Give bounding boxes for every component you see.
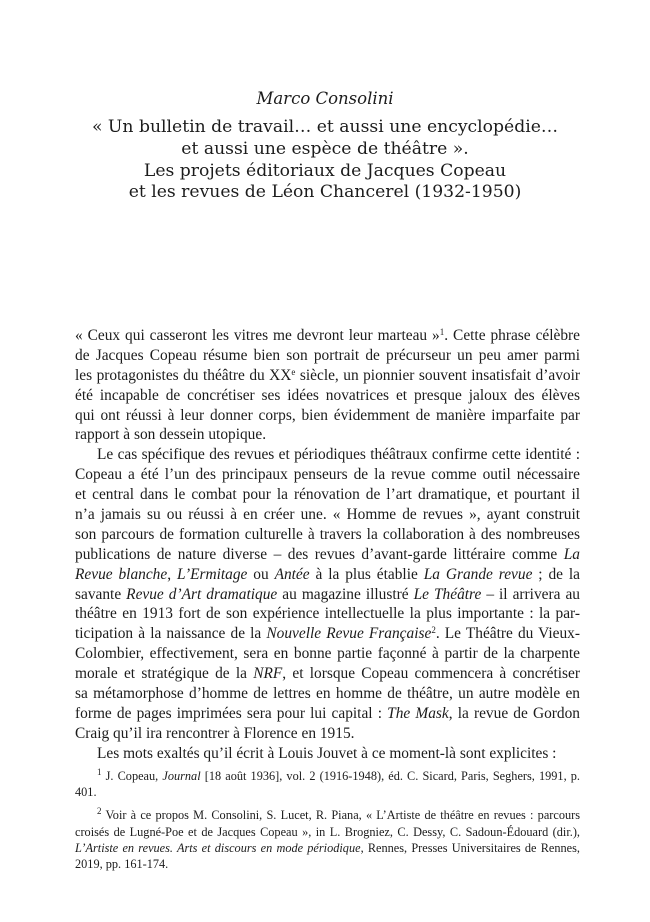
body-text (75, 326, 580, 764)
body-line: Le cas spécifique des revues et périodiques théâtraux confirme cette identité : (97, 446, 580, 464)
footnote-line: 2019, pp. 161-174. (75, 856, 169, 871)
body-line: les protagonistes du théâtre du XXe siècle, un pionnier souvent insatisfait d’avoir (75, 366, 580, 384)
body-line: Les mots exaltés qu’il écrit à Louis Jouvet à ce moment-là sont explicites : (97, 744, 557, 762)
footnote-ref[interactable]: 1 (439, 327, 445, 337)
title-line: Les projets éditoriaux de Jacques Copeau (143, 160, 507, 181)
body-line: publications de nature diverse – des revues d’avant-garde littéraire comme La (75, 545, 580, 563)
title-line: et aussi une espèce de théâtre ». (181, 138, 469, 159)
footnote-line: $^2$ Voir à ce propos M. Consolini, S. Lucet, R. Piana, « L’Artiste de théâtre en revues : parcours (97, 806, 581, 823)
chapter-author: Marco Consolini (256, 89, 394, 108)
title-line: « Un bulletin de travail… et aussi une encyclopédie… (91, 117, 559, 137)
body-line: théâtre en 1913 fort de son expérience intellectuelle la plus importante : la par- (75, 605, 580, 623)
footnote-number: 2 (97, 806, 102, 817)
body-line: sa métamorphose d’homme de lettres en homme de théâtre, un autre modèle en (75, 685, 580, 703)
body-line: Colombier, effectivement, sera en bonne partie façonné à partir de la charpente (75, 645, 580, 663)
footnote (75, 807, 580, 872)
body-line: été incapable de concrétiser ses idées novatrices et presque jaloux des élèves (75, 386, 580, 404)
body-line: morale et stratégique de la NRF, et lorsque Copeau commencera à concrétiser (75, 665, 580, 683)
chapter-title (60, 117, 590, 204)
body-line: « Ceux qui casseront les vitres me devront leur marteau »$^1$. Cette phrase célèbre (75, 327, 580, 344)
body-line: de Jacques Copeau résume bien son portrait de précurseur un peu amer parmi (75, 346, 580, 364)
body-line: et central dans le combat pour la rénovation de l’art dramatique, et pourtant il (75, 486, 580, 504)
body-line: Craig qu’il ira rencontrer à Florence en 1915. (75, 724, 355, 742)
footnote-number: 1 (97, 767, 102, 777)
body-line: savante Revue d’Art dramatique au magazine illustré Le Théâtre – il arrivera au (75, 585, 580, 603)
body-line: qui ont réussi à leur donner corps, bien évidemment de manière imparfaite par (75, 406, 580, 424)
body-line: Copeau a été l’un des principaux penseurs de la revue comme outil nécessaire (75, 466, 580, 484)
title-line: et les revues de Léon Chancerel (1932-1950) (128, 182, 522, 203)
footnotes (75, 768, 580, 872)
footnote (75, 768, 580, 800)
body-line: Revue blanche, L’Ermitage ou Antée à la plus établie La Grande revue ; de la (75, 565, 581, 583)
footnote-line: croisés de Lugné-Poe et de Jacques Copeau », in L. Brogniez, C. Dessy, C. Sadoun-Édouard (dir.), (75, 824, 580, 839)
body-line: son parcours de formation culturelle à travers la collaboration à des nombreuses (75, 525, 580, 543)
footnote-ref[interactable]: 2 (431, 625, 436, 636)
body-line: forme de pages imprimées sera pour lui capital : The Mask, la revue de Gordon (75, 704, 580, 722)
body-line: ticipation à la naissance de la Nouvelle Revue Française$^2$. Le Théâtre du Vieux- (75, 625, 580, 643)
body-line: n’a jamais su ou réussi à en créer une. « Homme de revues », ayant construit (75, 506, 580, 524)
footnote-line: L’Artiste en revues. Arts et discours en mode périodique, Rennes, Presses Universitaires de Rennes, (75, 840, 580, 855)
footnote-line: 401. (75, 785, 97, 800)
footnote-line: $^1$ J. Copeau, Journal [18 août 1936], vol. 2 (1916-1948), éd. C. Sicard, Paris, Seghers, 1991, p. (97, 767, 580, 783)
body-line: rapport à son dessein utopique. (75, 426, 267, 444)
